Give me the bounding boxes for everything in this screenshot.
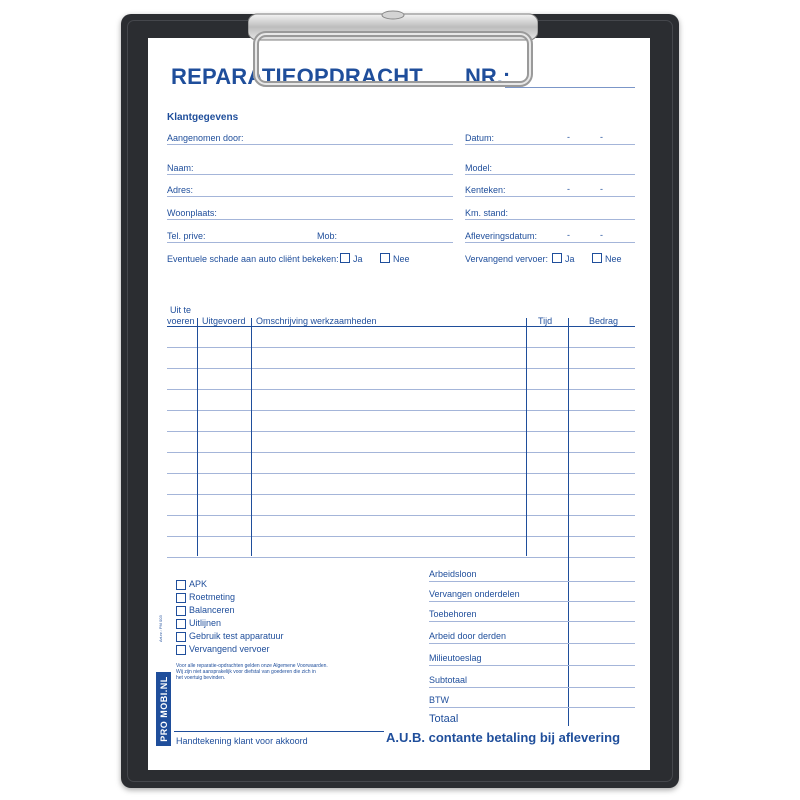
label-vervangend-ja: Ja (565, 254, 575, 264)
nr-label: NR.: (465, 64, 511, 89)
cost-label: Milieutoeslag (429, 653, 482, 663)
metal-clip-icon (248, 10, 538, 88)
cost-field-line[interactable] (429, 621, 635, 622)
table-row-line (167, 368, 635, 369)
checklist-label: Balanceren (189, 605, 235, 615)
checklist-checkbox[interactable] (176, 606, 186, 616)
cost-label: BTW (429, 695, 449, 705)
col-divider-1 (197, 318, 198, 556)
signature-line[interactable] (174, 731, 384, 732)
label-schade-nee: Nee (393, 254, 410, 264)
label-mob: Mob: (317, 231, 338, 241)
checklist-checkbox[interactable] (176, 580, 186, 590)
cost-field-line[interactable] (429, 643, 635, 644)
kenteken-dash-2: - (600, 184, 603, 194)
cost-field-line[interactable] (429, 601, 635, 602)
checklist-label: APK (189, 579, 208, 589)
label-model: Model: (465, 163, 493, 173)
field-afleveringsdatum[interactable] (465, 242, 635, 243)
label-tel: Tel. prive: (167, 231, 206, 241)
datum-dash-2: - (600, 132, 603, 142)
cost-field-line[interactable] (429, 665, 635, 666)
checklist-label: Roetmeting (189, 592, 236, 602)
label-naam: Naam: (167, 163, 194, 173)
label-schade: Eventuele schade aan auto cliënt bekeken: (167, 254, 339, 264)
col-uit-te: Uit te (170, 305, 192, 315)
brand-text: PRO MOBI.NL (158, 676, 169, 742)
table-row-line (167, 473, 635, 474)
cost-label: Subtotaal (429, 675, 468, 685)
label-woonplaats: Woonplaats: (167, 208, 217, 218)
label-schade-ja: Ja (353, 254, 363, 264)
cost-label: Toebehoren (429, 609, 477, 619)
table-row-line (167, 389, 635, 390)
checklist-checkbox[interactable] (176, 593, 186, 603)
table-row-line (167, 515, 635, 516)
label-totaal: Totaal (429, 713, 459, 725)
table-row-line (167, 347, 635, 348)
article-number: Art.nr.: PM 003 (158, 615, 163, 642)
disclaimer-line-1: Voor alle reparatie-opdrachten gelden onze Algemene Voorwaarden. (176, 663, 328, 669)
cost-field-line[interactable] (429, 581, 635, 582)
checkbox-schade-ja[interactable] (340, 253, 350, 263)
col-uitgevoerd: Uitgevoerd (202, 316, 246, 326)
aflever-dash-1: - (567, 230, 570, 240)
form-title: REPARATIEOPDRACHT (171, 64, 423, 89)
table-row-line (167, 557, 635, 558)
checkbox-vervangend-nee[interactable] (592, 253, 602, 263)
field-naam[interactable] (167, 174, 453, 175)
field-kenteken[interactable] (465, 196, 635, 197)
promobi-logo (156, 672, 171, 746)
col-omschrijving: Omschrijving werkzaamheden (256, 316, 377, 326)
disclaimer-line-3: het voertuig bevinden. (176, 675, 226, 681)
checkbox-schade-nee[interactable] (380, 253, 390, 263)
label-afleveringsdatum: Afleveringsdatum: (465, 231, 538, 241)
field-adres[interactable] (167, 196, 453, 197)
kenteken-dash-1: - (567, 184, 570, 194)
table-row-line (167, 494, 635, 495)
col-voeren: voeren (167, 316, 195, 326)
label-kmstand: Km. stand: (465, 208, 509, 218)
label-aangenomen: Aangenomen door: (167, 133, 244, 143)
table-header-rule (167, 326, 635, 327)
field-aangenomen[interactable] (167, 144, 453, 145)
cost-label: Arbeid door derden (429, 631, 507, 641)
payment-note: A.U.B. contante betaling bij aflevering (386, 730, 621, 745)
label-datum: Datum: (465, 133, 495, 143)
datum-dash-1: - (567, 132, 570, 142)
col-bedrag: Bedrag (589, 316, 619, 326)
field-woonplaats[interactable] (167, 219, 453, 220)
label-vervangend: Vervangend vervoer: (465, 254, 549, 264)
cost-field-line[interactable] (429, 707, 635, 708)
field-datum[interactable] (465, 144, 635, 145)
col-divider-2 (251, 318, 252, 556)
cost-label: Vervangen onderdelen (429, 589, 520, 599)
col-tijd: Tijd (538, 316, 553, 326)
table-row-line (167, 452, 635, 453)
form-sheet (148, 38, 650, 770)
checklist-label: Uitlijnen (189, 618, 222, 628)
section-klantgegevens: Klantgegevens (167, 112, 239, 123)
field-tel-mob[interactable] (167, 242, 453, 243)
cost-label: Arbeidsloon (429, 569, 477, 579)
label-adres: Adres: (167, 185, 194, 195)
field-kmstand[interactable] (465, 219, 635, 220)
cost-field-line[interactable] (429, 687, 635, 688)
field-model[interactable] (465, 174, 635, 175)
label-vervangend-nee: Nee (605, 254, 622, 264)
checkbox-vervangend-ja[interactable] (552, 253, 562, 263)
table-row-line (167, 410, 635, 411)
checklist-checkbox[interactable] (176, 632, 186, 642)
label-signature: Handtekening klant voor akkoord (176, 736, 308, 746)
label-kenteken: Kenteken: (465, 185, 506, 195)
checklist-checkbox[interactable] (176, 645, 186, 655)
col-divider-3 (526, 318, 527, 556)
table-row-line (167, 536, 635, 537)
checklist-checkbox[interactable] (176, 619, 186, 629)
checklist-label: Gebruik test apparatuur (189, 631, 284, 641)
checklist-label: Vervangend vervoer (189, 644, 270, 654)
aflever-dash-2: - (600, 230, 603, 240)
disclaimer-line-2: Wij zijn niet aansprakelijk voor diefstal van goederen die zich in (176, 669, 316, 675)
table-row-line (167, 431, 635, 432)
